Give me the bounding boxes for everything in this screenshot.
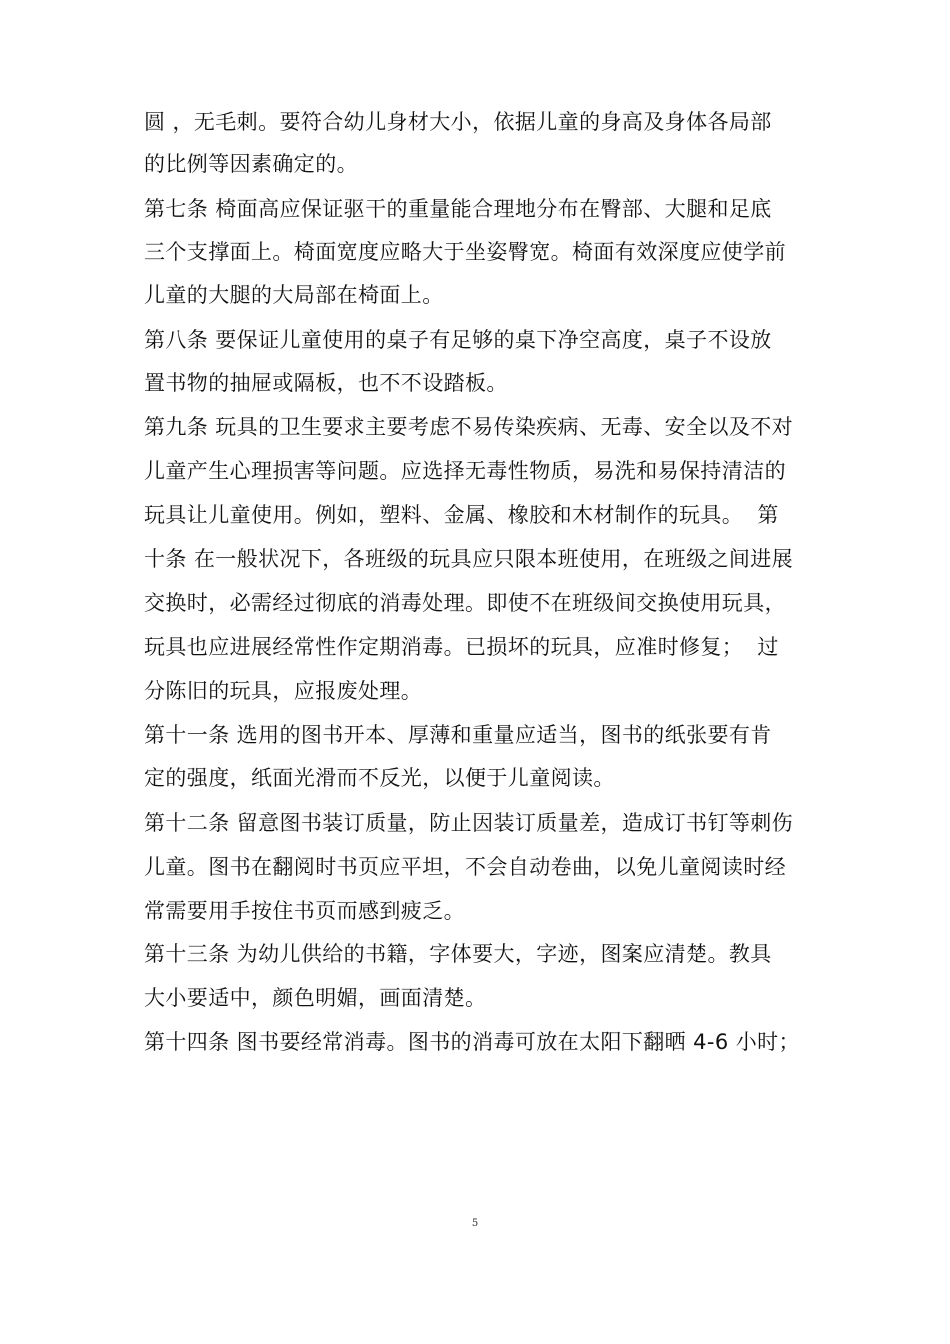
- text-line: 第十二条 留意图书装订质量，防止因装订质量差，造成订书钉等刺伤: [144, 811, 794, 835]
- text-line: 三个支撑面上。椅面宽度应略大于坐姿臀宽。椅面有效深度应使学前: [144, 240, 786, 264]
- text-line: 第七条 椅面高应保证驱干的重量能合理地分布在臀部、大腿和足底: [144, 197, 772, 221]
- text-line: 置书物的抽屉或隔板，也不不设踏板。: [144, 371, 508, 395]
- text-line: 儿童。图书在翻阅时书页应平坦，不会自动卷曲，以免儿童阅读时经: [144, 855, 786, 879]
- text-line: 交换时，必需经过彻底的消毒处理。即使不在班级间交换使用玩具，: [144, 591, 786, 615]
- text-line: 十条 在一般状况下，各班级的玩具应只限本班使用，在班级之间进展: [144, 547, 794, 571]
- text-line: 第十三条 为幼儿供给的书籍，字体要大，字迹，图案应清楚。教具: [144, 942, 772, 966]
- text-line: 玩具让儿童使用。例如，塑料、金属、橡胶和木材制作的玩具。 第: [144, 503, 779, 527]
- text-line: 第十一条 选用的图书开本、厚薄和重量应适当，图书的纸张要有肯: [144, 723, 772, 747]
- text-line: 定的强度，纸面光滑而不反光，以便于儿童阅读。: [144, 766, 615, 790]
- text-line: 第九条 玩具的卫生要求主要考虑不易传染疾病、无毒、安全以及不对: [144, 415, 794, 439]
- page-number: 5: [471, 1218, 479, 1229]
- text-line: 第八条 要保证儿童使用的桌子有足够的桌下净空高度，桌子不设放: [144, 328, 772, 352]
- text-line: 大小要适中，颜色明媚，画面清楚。: [144, 986, 487, 1010]
- text-line: 的比例等因素确定的。: [144, 152, 358, 176]
- text-line: 分陈旧的玩具，应报废处理。: [144, 679, 423, 703]
- text-line: 第十四条 图书要经常消毒。图书的消毒可放在太阳下翻晒 4-6 小时；: [144, 1030, 800, 1054]
- text-line: 圆 ，无毛刺。要符合幼儿身材大小，依据儿童的身高及身体各局部: [144, 110, 772, 134]
- text-line: 常需要用手按住书页而感到疲乏。: [144, 899, 465, 923]
- text-line: 玩具也应进展经常性作定期消毒。已损坏的玩具，应准时修复； 过: [144, 635, 779, 659]
- text-line: 儿童的大腿的大局部在椅面上。: [144, 283, 444, 307]
- text-line: 儿童产生心理损害等问题。应选择无毒性物质，易洗和易保持清洁的: [144, 459, 786, 483]
